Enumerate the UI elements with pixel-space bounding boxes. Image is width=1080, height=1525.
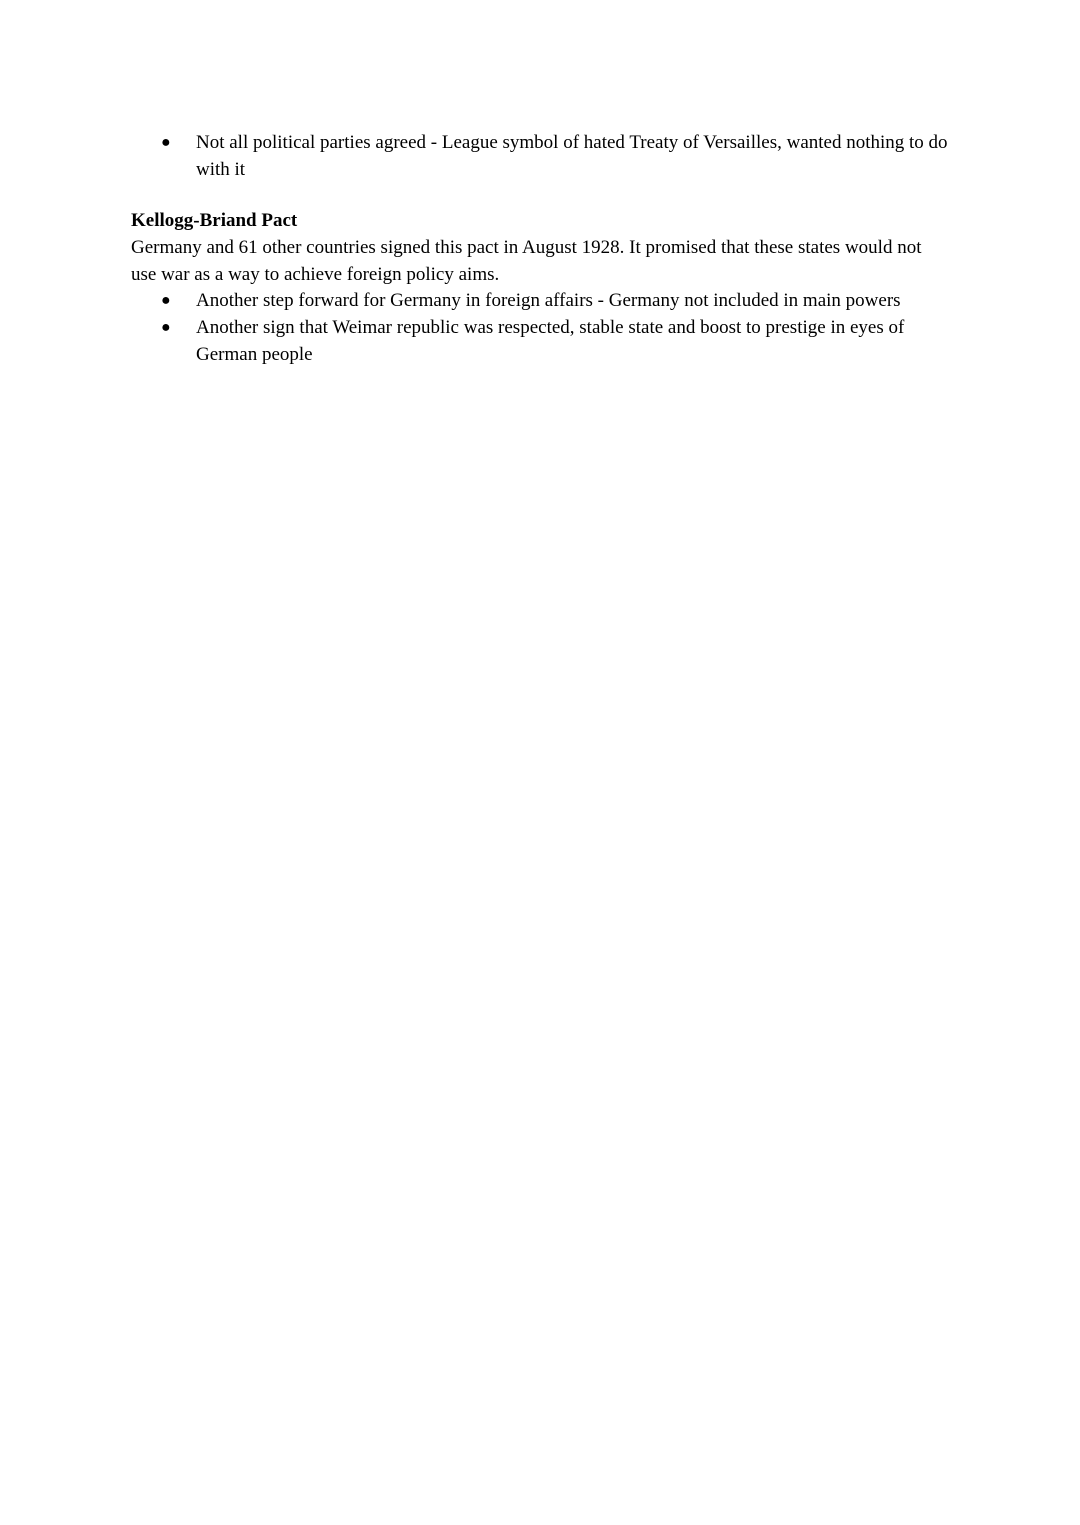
section-paragraph: Germany and 61 other countries signed this pact in August 1928. It promised that these states would not use war as a way to achieve foreign policy aims. bbox=[131, 237, 922, 285]
section-heading: Kellogg-Briand Pact bbox=[131, 210, 298, 231]
bullet-icon: ● bbox=[161, 292, 171, 309]
bullet-icon: ● bbox=[161, 319, 171, 336]
bullet-text: Another sign that Weimar republic was respected, stable state and boost to prestige in eyes of German people bbox=[196, 317, 905, 365]
bullet-text: Another step forward for Germany in foreign affairs - Germany not included in main powers bbox=[196, 290, 901, 311]
bullet-text: Not all political parties agreed - League symbol of hated Treaty of Versailles, wanted nothing to do with it bbox=[196, 132, 948, 180]
bullet-icon: ● bbox=[161, 134, 171, 151]
